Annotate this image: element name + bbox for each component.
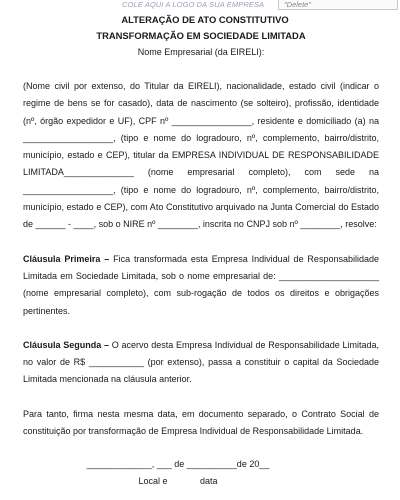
signature-labels: Local e data bbox=[138, 476, 218, 486]
clause-first bbox=[23, 251, 379, 320]
document-subtitle: TRANSFORMAÇÃO EM SOCIEDADE LIMITADA bbox=[96, 30, 306, 41]
document-title: ALTERAÇÃO DE ATO CONSTITUTIVO bbox=[121, 14, 289, 25]
top-banner bbox=[0, 0, 400, 12]
clause-second-text: O acervo desta Empresa Individual de Responsabilidade Limitada, no valor de R$ ___________ (por extenso), passa a constituir o capital da Sociedade Limitada mencionada na cláusula anterior. bbox=[23, 339, 380, 385]
document-body bbox=[23, 12, 379, 440]
delete-note-box[interactable]: "Delete" bbox=[278, 0, 398, 10]
intro-paragraph: (Nome civil por extenso, do Titular da EIRELI), nacionalidade, estado civil (indicar o regime de bens se for casado), data de nascimento (se solteiro), profissão, identidade (nº, órgão expedidor e UF), CPF nº ________________, residente e domiciliado (a) na __________________, (tipo e nome do logradouro, nº, complemento, bairro/distrito, município, estado e CEP), titular da EMPRESA INDIVIDUAL DE RESPONSABILIDADE LIMITADA______________ (nome empresarial completo), com sede na __________________, (tipo e nome do logradouro, nº, complemento, bairro/distrito, município, estado e CEP), com Ato Constitutivo arquivado na Junta Comercial do Estado de ______ - ____, sob o NIRE nº ________, inscrita no CNPJ sob nº ________, resolve: bbox=[23, 81, 379, 230]
signature-date-line: _____________, ___ de __________de 20__ bbox=[86, 459, 270, 469]
logo-placeholder-hint[interactable]: COLE AQUI A LOGO DA SUA EMPRESA bbox=[122, 0, 265, 9]
closing-paragraph: Para tanto, firma nesta mesma data, em documento separado, o Contrato Social de constituição por transformação de Empresa Individual de Responsabilidade Limitada. bbox=[23, 408, 379, 437]
clause-first-label: Cláusula Primeira – bbox=[23, 253, 110, 264]
clause-second bbox=[23, 337, 379, 389]
clause-second-label: Cláusula Segunda – bbox=[23, 339, 109, 350]
company-name-label: Nome Empresarial (da EIRELI): bbox=[137, 47, 265, 57]
clause-first-text: Fica transformada esta Empresa Individual de Responsabilidade Limitada em Sociedade Limitada, sob o nome empresarial de: ____________________ (nome empresarial completo), com sub-rogação de todos os direitos e obrigações pertinentes. bbox=[23, 253, 379, 316]
